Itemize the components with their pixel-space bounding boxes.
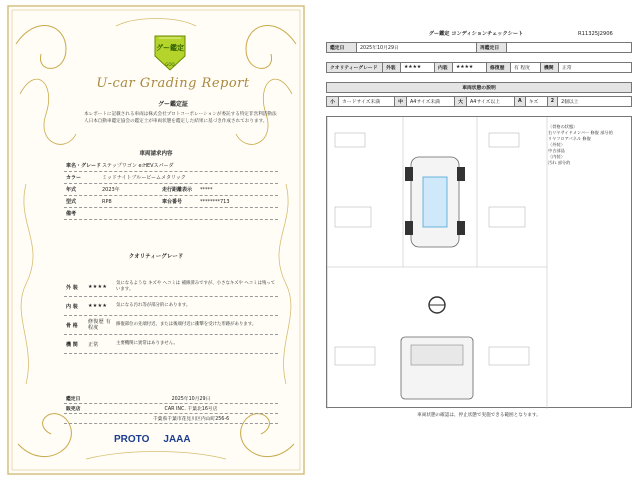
legend-notes: 〈骨格の状態〉 右リヤサイドメンバー 修復 部分的 リヤフロアパネル 修復 〈外装〉 中古部品 〈内装〉 汚れ 部分的 — [548, 124, 613, 165]
grade-desc: 修復部位の先端付近、または後端付近に衝撃を受けた形跡があります。 — [116, 322, 257, 327]
size-small-desc: カードサイズ未満 — [339, 97, 395, 107]
report-title: U-car Grading Report — [96, 76, 250, 91]
date-table — [326, 42, 632, 53]
vehicle-row — [64, 208, 278, 220]
color-value: ミッドナイトブルービームメタリック — [102, 175, 186, 181]
size-mid-desc: A4サイズ未満 — [407, 97, 455, 107]
ext-stars: ★★★★ — [401, 63, 435, 73]
info-value: 2025年10月29日 — [171, 397, 211, 402]
model-label: 型式 — [66, 199, 77, 205]
grade-label: 車名・グレード — [66, 163, 102, 169]
date-label: 鑑定日 — [327, 43, 357, 53]
status-title-table — [326, 82, 632, 93]
grade-stars: 正常 — [88, 341, 99, 348]
engine-value: 正常 — [559, 63, 632, 73]
grade-key: 内 装 — [66, 303, 78, 310]
legend-a: A — [515, 97, 526, 107]
year-label: 年式 — [66, 187, 77, 193]
engine-label: 機関 — [541, 63, 559, 73]
cert-description: 本レポートに記載される車両は株式会社プロトコーポレーションが委託する特定非営利活動法人日本自動車鑑定協会の鑑定士が車両状態を鑑定した結果に基づき作成されております。 — [84, 112, 277, 124]
year-value: 2023年 — [102, 187, 120, 193]
color-label: カラー — [66, 175, 82, 181]
logos — [114, 432, 244, 446]
qg-label: クオリティーグレード — [327, 63, 383, 73]
recheck-value — [507, 43, 632, 53]
cert-label: グー鑑定証 — [157, 101, 188, 108]
badge-text: グー鑑定 — [156, 44, 184, 52]
grade-key: 骨 格 — [66, 322, 78, 329]
chassis-label: 車台番号 — [162, 199, 183, 205]
legend-a-desc: キズ — [525, 97, 547, 107]
grade-row — [64, 297, 278, 316]
grade-key: 機 関 — [66, 341, 78, 348]
proto-logo: PROTO — [114, 433, 150, 445]
badge-sub: GOO — [165, 62, 175, 67]
int-stars: ★★★★ — [453, 63, 487, 73]
vehicle-row — [64, 160, 278, 172]
info-key: 販売店 — [66, 407, 81, 412]
frame-label: 修復歴 — [487, 63, 511, 73]
info-table — [64, 394, 278, 424]
mileage-value: ***** — [200, 186, 213, 193]
info-value: 千葉県千葉市花見川区内山町256-6 — [152, 417, 230, 422]
grade-value: ステップワゴン e:HEVスパーダ — [102, 163, 174, 169]
vehicle-table — [64, 160, 278, 220]
grade-row — [64, 335, 278, 354]
int-label: 内装 — [435, 63, 453, 73]
grade-desc: 気になるような キズや ヘコミは 補修済みですが、小さなキズや ヘコミは残っています。 — [116, 281, 276, 292]
grade-desc: 主要機関に異常はありません。 — [116, 341, 178, 346]
remarks-label: 備考 — [66, 211, 77, 217]
legend-2: 2 — [547, 97, 557, 107]
jaaa-logo: JAAA — [163, 433, 191, 445]
recheck-label: 再鑑定日 — [477, 43, 507, 53]
info-row — [64, 414, 278, 424]
size-big-desc: A4サイズ以上 — [467, 97, 515, 107]
vehicle-row — [64, 172, 278, 184]
quality-grade-table — [326, 62, 632, 73]
grade-key: 外 装 — [66, 284, 78, 291]
status-title: 車両状態の説明 — [327, 83, 632, 93]
mileage-label: 走行距離表示 — [162, 187, 193, 193]
sheet-header: グー鑑定 コンディションチェックシート — [428, 31, 524, 37]
date-value: 2025年10月29日 — [357, 43, 477, 53]
legend-2-desc: 2個以上 — [558, 97, 632, 107]
vehicle-row — [64, 184, 278, 196]
grade-row — [64, 316, 278, 335]
footer-note: 車両状態の確認は、停止状態で実施できる範囲となります。 — [417, 413, 541, 418]
info-key: 鑑定日 — [66, 397, 81, 402]
ext-label: 外装 — [383, 63, 401, 73]
sheet-code: R11325J2906 — [578, 31, 613, 37]
size-small: 小 — [327, 97, 339, 107]
vehicle-section-title: 車両請求内容 — [139, 151, 173, 157]
size-mid: 中 — [395, 97, 407, 107]
grade-stars: ★★★★ — [88, 284, 108, 290]
grade-desc: 気になる汚れ等が部分的にあります。 — [116, 303, 191, 308]
grade-table — [64, 278, 278, 354]
chassis-value: ********713 — [200, 198, 230, 205]
size-big: 大 — [455, 97, 467, 107]
info-row — [64, 394, 278, 404]
grade-stars: ★★★★ — [88, 303, 108, 309]
goo-badge-icon — [153, 34, 187, 72]
grade-section-title: クオリティーグレード — [128, 254, 184, 260]
info-row — [64, 404, 278, 414]
info-value: CAR INC. 千葉北16号店 — [164, 407, 218, 412]
vehicle-row — [64, 196, 278, 208]
model-value: RP8 — [102, 198, 112, 205]
grade-row — [64, 278, 278, 297]
grade-stars: 修復歴 有 程度 — [88, 319, 112, 331]
size-legend-table — [326, 96, 632, 107]
grading-certificate — [6, 4, 306, 476]
frame-value: 有 程度 — [511, 63, 541, 73]
